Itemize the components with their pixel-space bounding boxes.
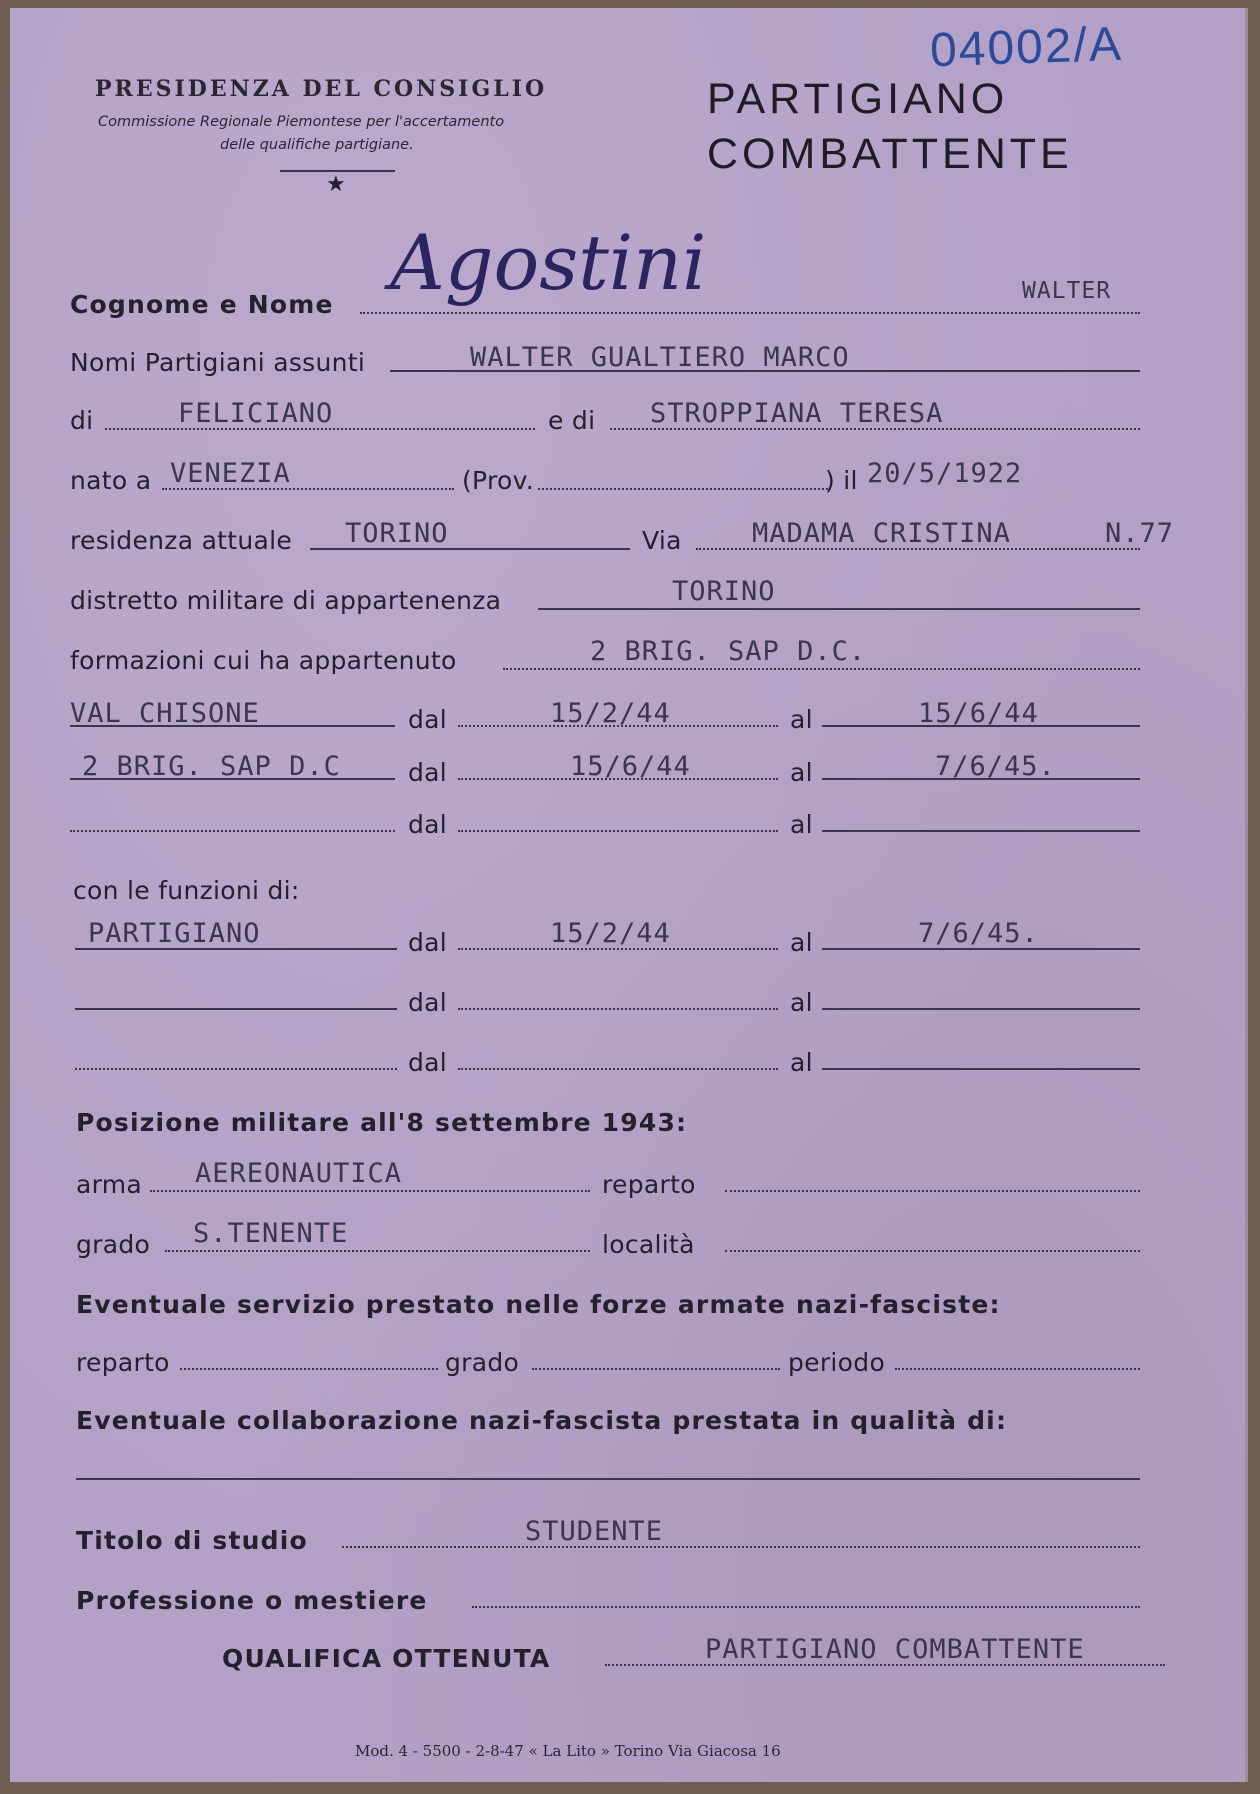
function-row-1-from: 15/2/44 [550,918,671,949]
function-row-2-al-label: al [790,988,813,1017]
footer-imprint: Mod. 4 - 5500 - 2-8-47 « La Lito » Torino Via Giacosa 16 [355,1742,781,1760]
function-row-3-al-label: al [790,1048,813,1077]
nazi-periodo-line [895,1368,1140,1370]
formation-row-3-dal-label: dal [408,810,448,839]
function-row-3-to-line [822,1068,1140,1070]
formation-row-3-from-line [458,830,778,832]
mother-label: e di [548,406,596,435]
formations-line [503,668,1140,670]
father-label: di [70,406,94,435]
function-row-3-name-line [75,1068,397,1070]
arma-label: arma [76,1170,143,1199]
prov-line [538,488,828,490]
profession-label: Professione o mestiere [76,1586,428,1615]
collaboration-line [76,1478,1140,1480]
formation-row-1-al-label: al [790,705,813,734]
nomi-partigiani-label: Nomi Partigiani assunti [70,348,366,377]
header-commission-line1: Commissione Regionale Piemontese per l'accertamento [98,114,505,130]
grado-label: grado [76,1230,151,1259]
function-row-1-al-label: al [790,928,813,957]
function-row-2-name-line [75,1008,397,1010]
education-value: STUDENTE [525,1516,664,1547]
qualification-value: PARTIGIANO COMBATTENTE [705,1634,1085,1665]
arma-value: AEREONAUTICA [195,1158,403,1189]
title-combattente: COMBATTENTE [707,130,1073,178]
localita-line [725,1250,1140,1252]
military-position-heading: Posizione militare all'8 settembre 1943: [76,1108,688,1137]
mother-value: STROPPIANA TERESA [650,398,944,429]
birth-place-label: nato a [70,466,152,495]
district-line [538,608,1140,610]
surname-handwritten: Agostini [390,218,707,307]
via-value: MADAMA CRISTINA [752,518,1011,549]
header-org: PRESIDENZA DEL CONSIGLIO [95,76,548,102]
formation-row-2-al-label: al [790,758,813,787]
formation-row-2-from: 15/6/44 [570,751,691,782]
title-partigiano: PARTIGIANO [707,75,1009,123]
formation-row-2-name: 2 BRIG. SAP D.C [82,751,341,782]
prov-close-label: ) il [825,466,858,495]
nazi-reparto-line [180,1368,438,1370]
formation-row-1-dal-label: dal [408,705,448,734]
formations-value: 2 BRIG. SAP D.C. [590,636,867,667]
via-label: Via [642,526,682,555]
file-number-stamp: 04002/A [929,17,1124,78]
function-row-1-to: 7/6/45. [918,918,1039,949]
functions-label: con le funzioni di: [73,876,300,905]
education-line [342,1546,1140,1548]
function-row-2-from-line [458,1008,778,1010]
grado-value: S.TENENTE [193,1218,349,1249]
father-value: FELICIANO [178,398,334,429]
formation-row-3-name-line [70,830,395,832]
formation-row-2-to: 7/6/45. [935,751,1056,782]
function-row-3-from-line [458,1068,778,1070]
arma-line [150,1190,590,1192]
nazi-service-heading: Eventuale servizio prestato nelle forze armate nazi-fasciste: [76,1290,1001,1319]
qualification-label: QUALIFICA OTTENUTA [222,1644,551,1673]
residence-city-value: TORINO [345,518,449,549]
district-value: TORINO [672,576,776,607]
localita-label: località [602,1230,695,1259]
nazi-periodo-label: periodo [788,1348,886,1377]
education-label: Titolo di studio [76,1526,308,1555]
via-number-value: N.77 [1105,518,1175,549]
nomi-partigiani-value: WALTER GUALTIERO MARCO [470,342,850,373]
function-row-2-dal-label: dal [408,988,448,1017]
prov-label: (Prov. [462,466,535,495]
name-label: Cognome e Nome [70,290,334,319]
partisan-record-card [10,8,1248,1782]
district-label: distretto militare di appartenenza [70,586,502,615]
formations-label: formazioni cui ha appartenuto [70,646,457,675]
function-row-1-dal-label: dal [408,928,448,957]
function-row-2-to-line [822,1008,1140,1010]
reparto-label: reparto [602,1170,696,1199]
formation-row-3-to-line [822,830,1140,832]
first-name-value: WALTER [1022,278,1112,304]
function-row-1-name: PARTIGIANO [88,918,261,949]
star-icon: ★ [326,172,346,197]
collaboration-heading: Eventuale collaborazione nazi-fascista prestata in qualità di: [76,1406,1008,1435]
nazi-reparto-label: reparto [76,1348,170,1377]
profession-line [472,1606,1140,1608]
header-commission-line2: delle qualifiche partigiane. [220,137,414,153]
function-row-3-dal-label: dal [408,1048,448,1077]
formation-row-1-to: 15/6/44 [918,698,1039,729]
reparto-line [725,1190,1140,1192]
formation-row-1-from: 15/2/44 [550,698,671,729]
nazi-grado-label: grado [445,1348,520,1377]
formation-row-2-dal-label: dal [408,758,448,787]
residence-label: residenza attuale [70,526,293,555]
name-line [360,312,1140,314]
grado-line [165,1250,590,1252]
formation-row-3-al-label: al [790,810,813,839]
birth-place-value: VENEZIA [170,458,291,489]
nazi-grado-line [532,1368,780,1370]
birth-date-value: 20/5/1922 [867,458,1023,489]
formation-row-1-name: VAL CHISONE [70,698,260,729]
